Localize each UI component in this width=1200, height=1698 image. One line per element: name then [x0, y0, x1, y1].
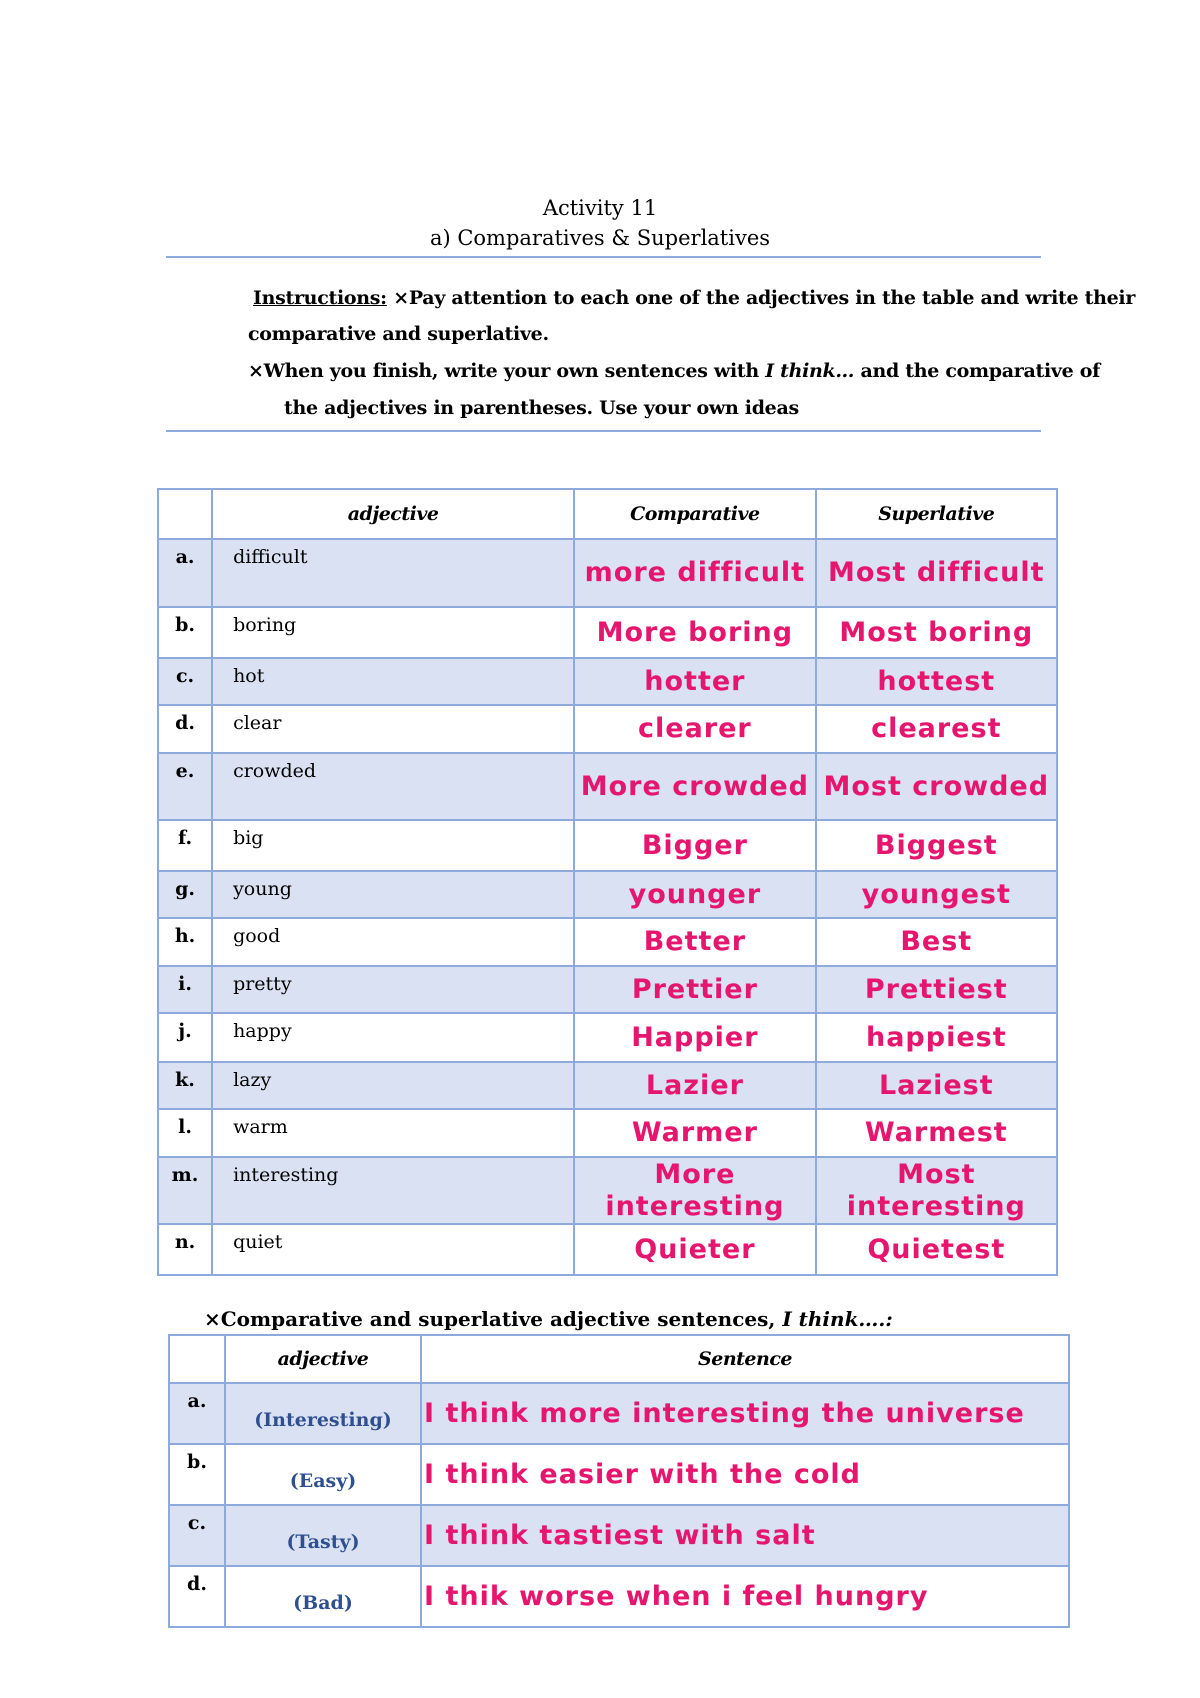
adjective-cell: good [212, 918, 574, 966]
row-letter: c. [169, 1505, 225, 1566]
comparative-cell: More boring [574, 607, 815, 658]
superlative-cell: Most interesting [816, 1157, 1057, 1224]
superlative-cell: Prettiest [816, 966, 1057, 1013]
superlative-cell: Most crowded [816, 753, 1057, 820]
row-letter: b. [158, 607, 212, 658]
comparative-cell: More crowded [574, 753, 815, 820]
table-row [158, 820, 1057, 871]
adjective-cell: interesting [212, 1157, 574, 1224]
adjective-cell: big [212, 820, 574, 871]
table-row [158, 1109, 1057, 1157]
adjective-cell: hot [212, 658, 574, 705]
table-row [158, 918, 1057, 966]
adjective-cell: quiet [212, 1224, 574, 1275]
header-blank [169, 1335, 225, 1383]
adjective-table [157, 488, 1058, 1276]
row-letter: k. [158, 1062, 212, 1109]
table-row [169, 1566, 1069, 1627]
table-row [158, 705, 1057, 753]
adjective-cell: crowded [212, 753, 574, 820]
adjective-cell: (Easy) [225, 1444, 421, 1505]
instructions-line2: comparative and superlative. [248, 323, 549, 345]
comparative-cell: More interesting [574, 1157, 815, 1224]
instructions-line1: Instructions: ⨯Pay attention to each one of the adjectives in the table and write their [253, 287, 1136, 309]
comparative-cell: Bigger [574, 820, 815, 871]
sentences-table [168, 1334, 1070, 1628]
adjective-cell: (Interesting) [225, 1383, 421, 1444]
row-letter: f. [158, 820, 212, 871]
row-letter: a. [158, 539, 212, 607]
adjective-cell: (Tasty) [225, 1505, 421, 1566]
instructions-label: Instructions: [253, 287, 387, 309]
instructions-line3: ⨯When you finish, write your own sentences with I think… and the comparative of [248, 360, 1101, 382]
header-sentence: Sentence [421, 1335, 1069, 1383]
superlative-cell: Biggest [816, 820, 1057, 871]
sentence-cell: I thik worse when i feel hungry [421, 1566, 1069, 1627]
sentence-cell: I think tastiest with salt [421, 1505, 1069, 1566]
table-row [158, 539, 1057, 607]
superlative-cell: Best [816, 918, 1057, 966]
adjective-cell: warm [212, 1109, 574, 1157]
adjective-cell: happy [212, 1013, 574, 1062]
activity-subtitle: a) Comparatives & Superlatives [429, 226, 771, 250]
superlative-cell: Quietest [816, 1224, 1057, 1275]
table-row [158, 753, 1057, 820]
superlative-cell: happiest [816, 1013, 1057, 1062]
table-row [158, 1062, 1057, 1109]
activity-title: Activity 11 [542, 196, 658, 220]
row-letter: b. [169, 1444, 225, 1505]
superlative-cell: Most difficult [816, 539, 1057, 607]
comparative-cell: Better [574, 918, 815, 966]
bullet-icon: ⨯ [248, 360, 264, 382]
table-row [158, 966, 1057, 1013]
comparative-cell: Lazier [574, 1062, 815, 1109]
adjective-cell: clear [212, 705, 574, 753]
row-letter: j. [158, 1013, 212, 1062]
comparative-cell: more difficult [574, 539, 815, 607]
bullet-icon: ⨯ [204, 1307, 221, 1331]
superlative-cell: clearest [816, 705, 1057, 753]
comparative-cell: Warmer [574, 1109, 815, 1157]
superlative-cell: Warmest [816, 1109, 1057, 1157]
row-letter: d. [158, 705, 212, 753]
row-letter: d. [169, 1566, 225, 1627]
comparative-cell: younger [574, 871, 815, 918]
superlative-cell: Most boring [816, 607, 1057, 658]
comparative-cell: Prettier [574, 966, 815, 1013]
comparative-cell: clearer [574, 705, 815, 753]
adjective-cell: difficult [212, 539, 574, 607]
table-row [169, 1444, 1069, 1505]
sentence-cell: I think easier with the cold [421, 1444, 1069, 1505]
sentence-cell: I think more interesting the universe [421, 1383, 1069, 1444]
table-row [158, 871, 1057, 918]
table-row [158, 1013, 1057, 1062]
table-row [158, 1157, 1057, 1224]
adjective-cell: young [212, 871, 574, 918]
header-adjective: adjective [212, 489, 574, 539]
table-header-row [169, 1335, 1069, 1383]
adjective-cell: lazy [212, 1062, 574, 1109]
row-letter: a. [169, 1383, 225, 1444]
row-letter: c. [158, 658, 212, 705]
row-letter: m. [158, 1157, 212, 1224]
adjective-cell: pretty [212, 966, 574, 1013]
table-header-row [158, 489, 1057, 539]
superlative-cell: Laziest [816, 1062, 1057, 1109]
header-adjective: adjective [225, 1335, 421, 1383]
sentences-heading: ⨯Comparative and superlative adjective sentences, I think….: [204, 1307, 893, 1331]
divider-bottom [166, 430, 1041, 432]
header-superlative: Superlative [816, 489, 1057, 539]
row-letter: l. [158, 1109, 212, 1157]
row-letter: h. [158, 918, 212, 966]
table-row [158, 1224, 1057, 1275]
instructions-line4: the adjectives in parentheses. Use your own ideas [284, 397, 799, 419]
row-letter: g. [158, 871, 212, 918]
table-row [158, 607, 1057, 658]
row-letter: i. [158, 966, 212, 1013]
header-comparative: Comparative [574, 489, 815, 539]
comparative-cell: hotter [574, 658, 815, 705]
divider-top [166, 256, 1041, 258]
table-row [169, 1383, 1069, 1444]
adjective-cell: (Bad) [225, 1566, 421, 1627]
superlative-cell: youngest [816, 871, 1057, 918]
table-row [158, 658, 1057, 705]
comparative-cell: Happier [574, 1013, 815, 1062]
comparative-cell: Quieter [574, 1224, 815, 1275]
bullet-icon: ⨯ [393, 287, 409, 309]
adjective-cell: boring [212, 607, 574, 658]
row-letter: e. [158, 753, 212, 820]
header-blank [158, 489, 212, 539]
table-row [169, 1505, 1069, 1566]
superlative-cell: hottest [816, 658, 1057, 705]
row-letter: n. [158, 1224, 212, 1275]
